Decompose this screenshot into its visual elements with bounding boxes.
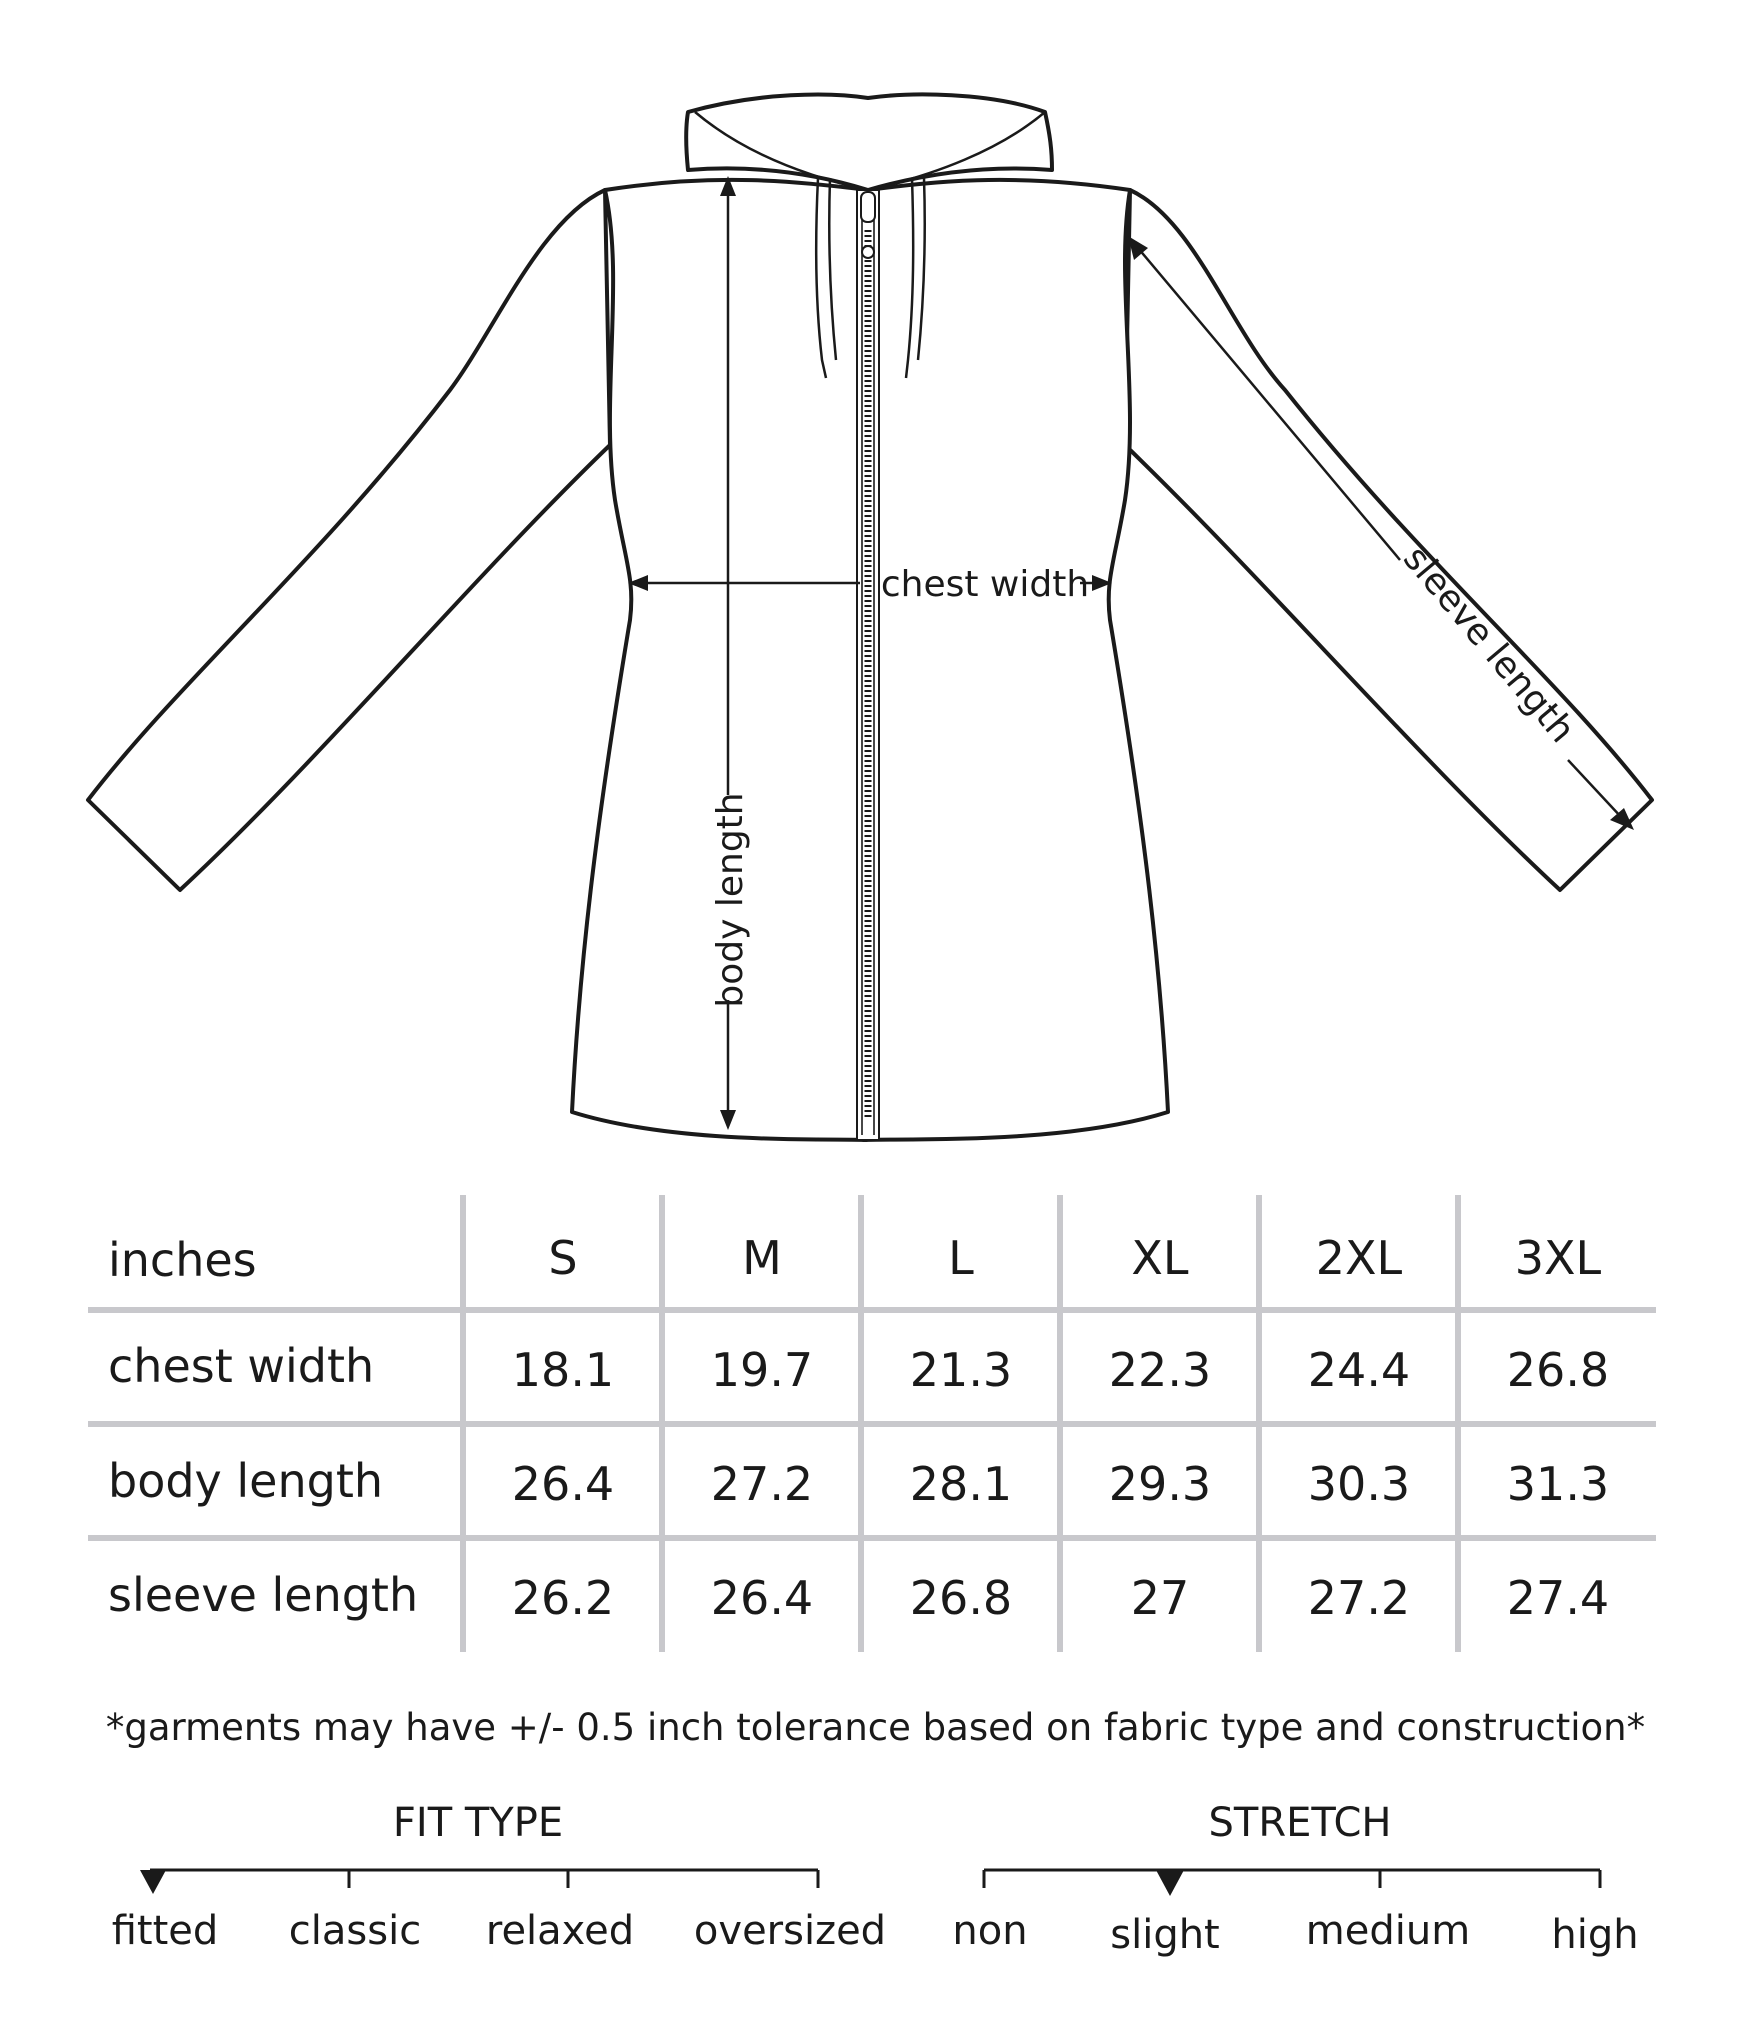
stretch-option-slight: slight [1110, 1912, 1220, 1958]
fit-option-relaxed: relaxed [485, 1908, 635, 1954]
left-sleeve [88, 190, 610, 890]
zipper-pull [861, 192, 875, 222]
row-label-chest-width: chest width [108, 1339, 375, 1393]
stretch-title: STRETCH [1208, 1800, 1392, 1846]
size-header-m: M [742, 1231, 782, 1285]
row-label-body-length: body length [108, 1454, 384, 1508]
body-length-label: body length [710, 792, 751, 1008]
stretch-option-non: non [952, 1908, 1028, 1954]
size-header-3xl: 3XL [1514, 1231, 1602, 1285]
chest-width-label: chest width [880, 564, 1090, 605]
hood [686, 95, 1052, 190]
table-cell: 27.2 [710, 1457, 814, 1511]
table-cell: 27.4 [1506, 1571, 1610, 1625]
tolerance-note: *garments may have +/- 0.5 inch tolerance based on fabric type and construction* [105, 1706, 1646, 1749]
table-cell: 28.1 [909, 1457, 1013, 1511]
table-cell: 30.3 [1307, 1457, 1411, 1511]
table-cell: 19.7 [710, 1343, 814, 1397]
table-cell: 24.4 [1307, 1343, 1411, 1397]
table-cell: 26.4 [710, 1571, 814, 1625]
fit-type-marker [140, 1870, 166, 1894]
table-cell: 29.3 [1108, 1457, 1212, 1511]
table-cell: 26.2 [511, 1571, 615, 1625]
table-cell: 26.8 [909, 1571, 1013, 1625]
size-header-l: L [948, 1231, 974, 1285]
unit-label: inches [108, 1233, 257, 1287]
right-sleeve [1125, 190, 1652, 890]
stretch-option-medium: medium [1305, 1908, 1471, 1954]
fit-type-title: FIT TYPE [392, 1800, 564, 1846]
sleeve-length-label: sleeve length [1395, 538, 1583, 751]
fit-option-oversized: oversized [693, 1908, 887, 1954]
table-cell: 26.8 [1506, 1343, 1610, 1397]
size-header-s: S [548, 1231, 578, 1285]
stretch-marker [1156, 1870, 1184, 1896]
table-cell: 22.3 [1108, 1343, 1212, 1397]
table-cell: 31.3 [1506, 1457, 1610, 1511]
fit-option-fitted: fitted [111, 1908, 219, 1954]
table-cell: 26.4 [511, 1457, 615, 1511]
row-label-sleeve-length: sleeve length [108, 1568, 419, 1622]
size-header-xl: XL [1131, 1231, 1189, 1285]
fit-option-classic: classic [288, 1908, 422, 1954]
table-cell: 27.2 [1307, 1571, 1411, 1625]
table-cell: 21.3 [909, 1343, 1013, 1397]
fit-type-scale [140, 1870, 818, 1894]
table-cell: 18.1 [511, 1343, 615, 1397]
size-header-2xl: 2XL [1315, 1231, 1403, 1285]
stretch-scale [984, 1870, 1600, 1896]
table-cell: 27 [1130, 1571, 1190, 1625]
stretch-option-high: high [1551, 1912, 1639, 1958]
